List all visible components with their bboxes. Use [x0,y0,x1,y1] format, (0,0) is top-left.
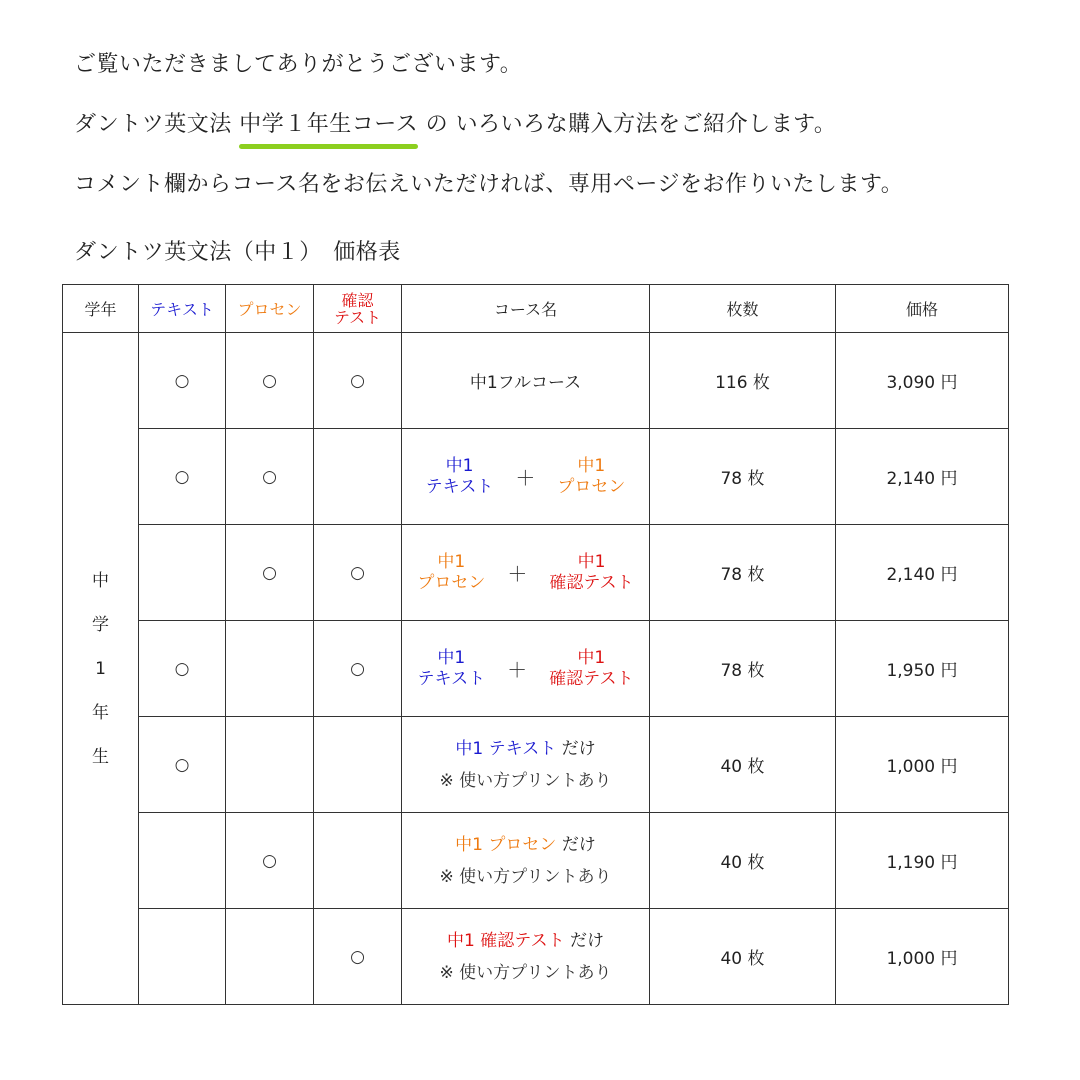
course-highlight-text: 中学１年生コース [239,112,419,137]
course-part-grade: 中1 [437,647,466,668]
text-mark: ○ [139,717,226,813]
header-sheets: 枚数 [650,285,836,333]
course-note: ※ 使い方プリントあり [439,770,612,791]
text-mark: ○ [139,429,226,525]
course-combo [402,552,649,594]
price-table [62,284,1009,1005]
course-only-grade: 中1 [455,834,483,855]
course-only-suffix: だけ [561,834,596,855]
table-row [63,909,1009,1005]
check-mark [314,813,402,909]
grade-char: 年 [92,702,109,723]
course-part-grade: 中1 [577,455,606,476]
grade-char: 中 [92,570,109,591]
intro-course-text [74,110,836,140]
course-name-cell [402,717,650,813]
course-part-name: テキスト [417,668,486,689]
course-only-name: プロセン [488,834,557,855]
sheets-cell: 40 枚 [650,813,836,909]
price-cell: 2,140 円 [836,525,1009,621]
course-part-name: 確認テスト [549,572,634,593]
course-only-suffix: だけ [569,930,604,951]
grade-cell [63,333,139,1005]
course-only-name: テキスト [488,738,557,759]
table-row [63,621,1009,717]
sheets-cell: 78 枚 [650,429,836,525]
table-title: ダントツ英文法（中１） 価格表 [74,240,401,265]
course-name-cell [402,813,650,909]
table-row [63,429,1009,525]
course-part-name: プロセン [417,572,486,593]
intro-comment-text: コメント欄からコース名をお伝えいただければ、専用ページをお作りいたします。 [74,172,904,197]
price-cell: 3,090 円 [836,333,1009,429]
sheets-cell: 78 枚 [650,621,836,717]
header-course-name: コース名 [402,285,650,333]
sheets-cell: 78 枚 [650,525,836,621]
check-mark: ○ [314,333,402,429]
plus-sign: ＋ [515,466,536,490]
table-row [63,525,1009,621]
course-name-cell [402,429,650,525]
course-name-cell: 中1フルコース [402,333,650,429]
course-part-check [549,648,633,690]
grade-char: 生 [92,746,109,767]
text-mark: ○ [139,621,226,717]
plus-sign: ＋ [507,562,528,586]
course-name-cell [402,621,650,717]
price-cell: 1,190 円 [836,813,1009,909]
prosen-mark [226,717,314,813]
check-mark: ○ [314,621,402,717]
course-highlight [239,110,418,140]
prosen-mark [226,909,314,1005]
prosen-mark: ○ [226,525,314,621]
header-price: 価格 [836,285,1009,333]
course-only-name: 確認テスト [480,930,565,951]
price-cell: 1,000 円 [836,717,1009,813]
text-mark [139,813,226,909]
course-part-check [549,552,633,594]
grade-char: 学 [92,614,109,635]
course-part-name: プロセン [557,476,626,497]
header-check-line2: テスト [333,307,382,327]
course-part-grade: 中1 [577,647,606,668]
sheets-cell: 40 枚 [650,717,836,813]
course-only-line [402,829,649,861]
sheets-cell: 40 枚 [650,909,836,1005]
course-only-grade: 中1 [447,930,475,951]
header-text: テキスト [139,285,226,333]
price-cell: 1,000 円 [836,909,1009,1005]
check-mark: ○ [314,525,402,621]
check-mark [314,717,402,813]
text-mark [139,525,226,621]
course-part-prosen [417,552,485,594]
table-row [63,333,1009,429]
course-part-name: 確認テスト [549,668,634,689]
plus-sign: ＋ [507,658,528,682]
prosen-mark: ○ [226,813,314,909]
course-part-grade: 中1 [445,455,474,476]
course-only-line [402,925,649,957]
course-part-grade: 中1 [577,551,606,572]
course-part-name: テキスト [425,476,494,497]
header-prosen: プロセン [226,285,314,333]
course-name-cell [402,909,650,1005]
prosen-mark: ○ [226,333,314,429]
header-check-line1: 確認 [341,290,374,310]
course-part-grade: 中1 [437,551,466,572]
course-part-text [426,456,494,498]
intro-thanks-text: ご覧いただきましてありがとうございます。 [74,52,523,77]
course-only-grade: 中1 [455,738,484,759]
course-part-prosen [557,456,625,498]
check-mark: ○ [314,909,402,1005]
price-cell: 2,140 円 [836,429,1009,525]
check-mark [314,429,402,525]
grade-char: 1 [95,658,106,679]
course-combo [402,456,649,498]
intro-course-prefix: ダントツ英文法 [74,112,240,137]
prosen-mark: ○ [226,429,314,525]
course-only-line [402,733,649,765]
highlight-underline [239,144,418,149]
sheets-cell: 116 枚 [650,333,836,429]
price-cell: 1,950 円 [836,621,1009,717]
course-part-text [418,648,486,690]
header-grade: 学年 [63,285,139,333]
course-note: ※ 使い方プリントあり [439,866,612,887]
table-row [63,717,1009,813]
course-only-suffix: だけ [561,738,596,759]
course-combo [402,648,649,690]
prosen-mark [226,621,314,717]
table-row [63,813,1009,909]
course-name-cell [402,525,650,621]
text-mark: ○ [139,333,226,429]
table-header-row [63,285,1009,333]
text-mark [139,909,226,1005]
course-note: ※ 使い方プリントあり [439,962,612,983]
intro-course-suffix: の いろいろな購入方法をご紹介します。 [418,112,837,137]
header-check-test [314,285,402,333]
